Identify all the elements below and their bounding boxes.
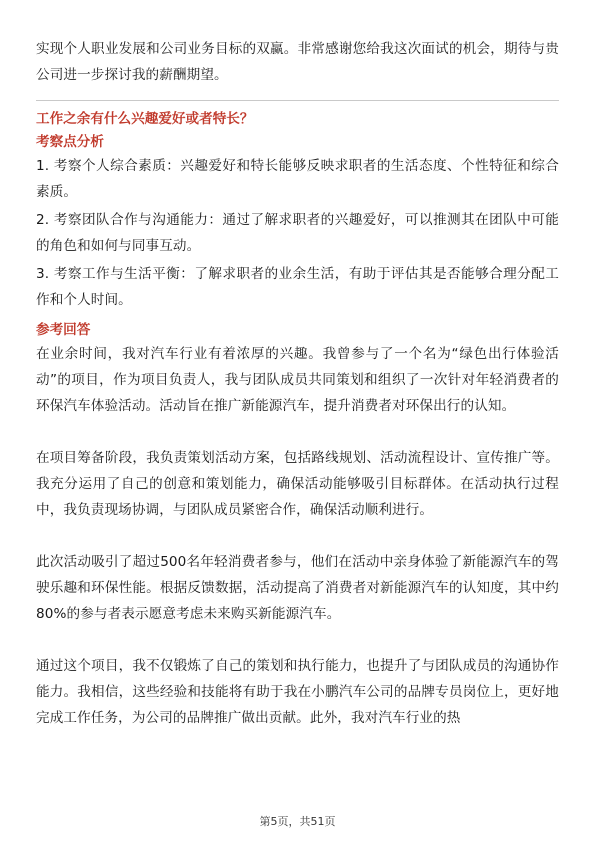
question-heading: 工作之余有什么兴趣爱好或者特长？ — [36, 111, 254, 127]
answer-paragraph-1: 在业余时间，我对汽车行业有着浓厚的兴趣。我曾参与了一个名为“绿色出行体验活动”的项目，作为项目负责人，我与团队成员共同策划和组织了一次针对年轻消费者的环保汽车体验活动。活动旨在推广新能源汽车，提升消费者对环保出行的认知。 — [36, 346, 559, 414]
analysis-point-3: 3. 考察工作与生活平衡：了解求职者的业余生活，有助于评估其是否能够合理分配工作和个人时间。 — [36, 266, 559, 308]
answer-heading: 参考回答 — [36, 322, 91, 338]
page-content — [36, 0, 559, 757]
section-divider — [36, 100, 559, 101]
analysis-point-1: 1. 考察个人综合素质：兴趣爱好和特长能够反映求职者的生活态度、个性特征和综合素质。 — [36, 158, 559, 200]
analysis-point-2: 2. 考察团队合作与沟通能力：通过了解求职者的兴趣爱好，可以推测其在团队中可能的角色和如何与同事互动。 — [36, 212, 559, 254]
analysis-heading: 考察点分析 — [36, 134, 104, 150]
intro-paragraph: 实现个人职业发展和公司业务目标的双赢。非常感谢您给我这次面试的机会，期待与贵公司进一步探讨我的薪酬期望。 — [36, 41, 559, 83]
answer-paragraph-3: 此次活动吸引了超过500名年轻消费者参与，他们在活动中亲身体验了新能源汽车的驾驶乐趣和环保性能。根据反馈数据，活动提高了消费者对新能源汽车的认知度，其中约80%的参与者表示愿意考虑未来购买新能源汽车。 — [36, 554, 559, 622]
page-number-footer: 第5页，共51页 — [259, 815, 336, 828]
answer-paragraph-2: 在项目筹备阶段，我负责策划活动方案，包括路线规划、活动流程设计、宣传推广等。我充分运用了自己的创意和策划能力，确保活动能够吸引目标群体。在活动执行过程中，我负责现场协调，与团队成员紧密合作，确保活动顺利进行。 — [36, 450, 559, 518]
answer-paragraph-4: 通过这个项目，我不仅锻炼了自己的策划和执行能力，也提升了与团队成员的沟通协作能力。我相信，这些经验和技能将有助于我在小鹏汽车公司的品牌专员岗位上，更好地完成工作任务，为公司的品牌推广做出贡献。此外，我对汽车行业的热 — [36, 658, 559, 726]
